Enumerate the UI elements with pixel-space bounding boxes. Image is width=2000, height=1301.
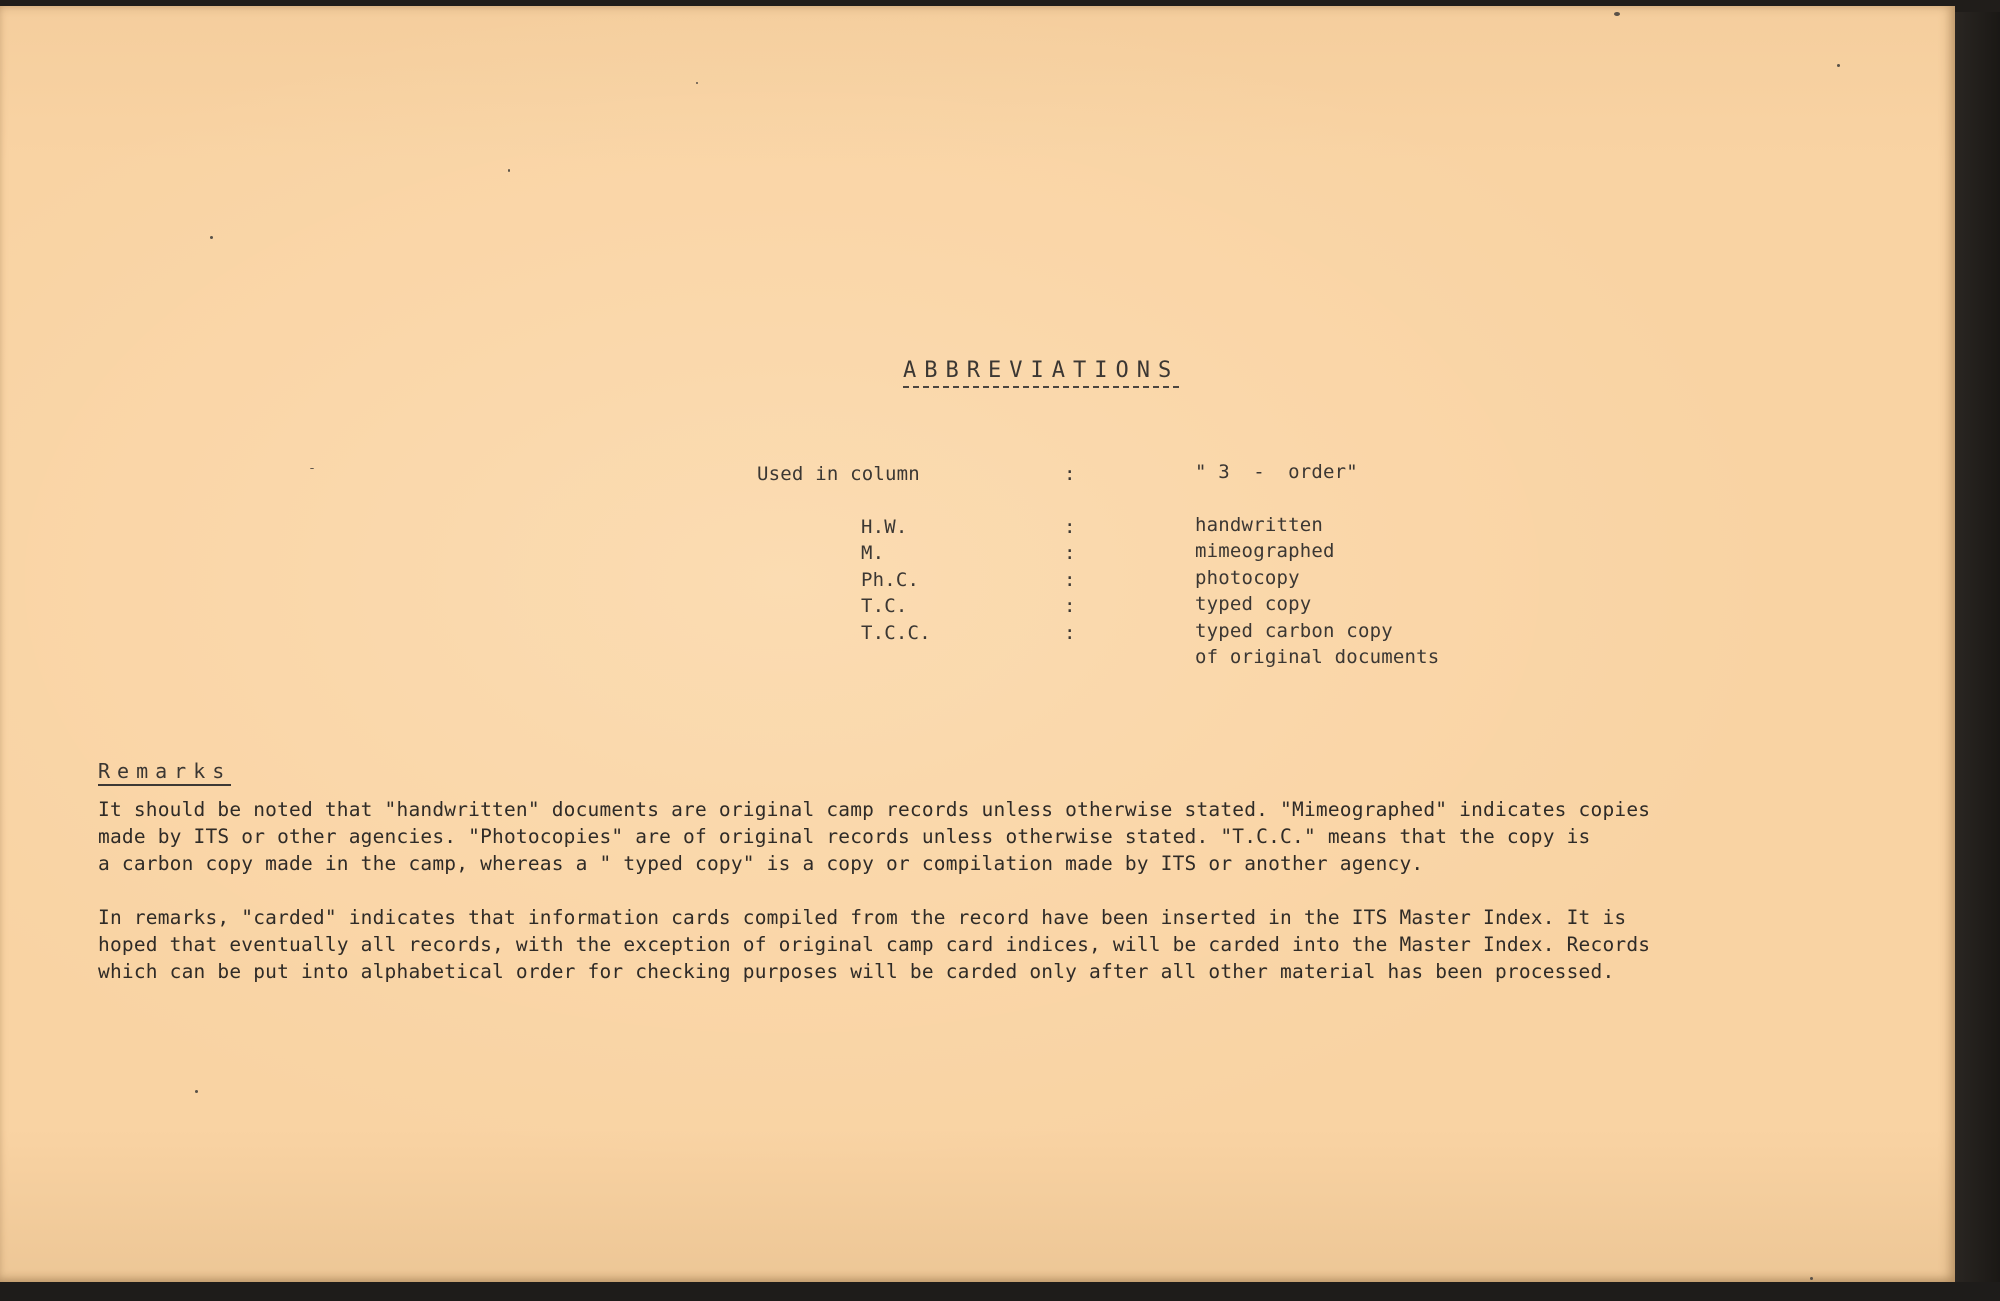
- scan-edge-bottom: [0, 1282, 2000, 1301]
- paper-speck: [1810, 1277, 1813, 1280]
- paragraph-line: hoped that eventually all records, with the exception of original camp card indices, will be carded into the Master Index. Records: [98, 933, 1651, 956]
- paper-speck: [508, 169, 510, 172]
- abbreviation-meaning-continuation: of original documents: [1195, 646, 1440, 668]
- abbreviation-colon: :: [1064, 542, 1076, 564]
- column-label: Used in column: [757, 463, 920, 485]
- paper-speck: [310, 468, 314, 469]
- abbreviation-meaning: photocopy: [1195, 567, 1300, 589]
- paper-speck: [1614, 12, 1620, 16]
- scan-edge-right: [1955, 12, 2000, 1301]
- paragraph-line: which can be put into alphabetical order for checking purposes will be carded only after all other material has been processed.: [98, 960, 1615, 983]
- abbreviation-meaning: typed copy: [1195, 593, 1312, 615]
- abbreviation-colon: :: [1064, 622, 1076, 644]
- abbreviation-code: Ph.C.: [861, 569, 920, 591]
- abbreviation-colon: :: [1064, 595, 1076, 617]
- abbreviation-code: H.W.: [861, 516, 908, 538]
- remarks-heading: Remarks: [98, 759, 231, 786]
- paper-speck: [696, 82, 698, 84]
- abbreviation-code: T.C.: [861, 595, 908, 617]
- abbreviation-meaning: typed carbon copy: [1195, 620, 1393, 642]
- paper-speck: [1837, 64, 1840, 67]
- abbreviation-meaning: handwritten: [1195, 514, 1324, 536]
- paragraph-line: made by ITS or other agencies. "Photocopies" are of original records unless otherwise stated. "T.C.C." means that the copy is: [98, 825, 1591, 848]
- abbreviation-meaning: mimeographed: [1195, 540, 1335, 562]
- paragraph-line: a carbon copy made in the camp, whereas a " typed copy" is a copy or compilation made by ITS or another agency.: [98, 852, 1424, 875]
- abbreviation-colon: :: [1064, 516, 1076, 538]
- abbreviation-code: M.: [861, 542, 885, 564]
- column-colon: :: [1064, 463, 1076, 485]
- paper-speck: [210, 236, 213, 239]
- page-title: ABBREVIATIONS: [903, 358, 1179, 388]
- paper-speck: [195, 1090, 198, 1093]
- paragraph-line: It should be noted that "handwritten" documents are original camp records unless otherwise stated. "Mimeographed" indicates copies: [98, 798, 1651, 821]
- column-value: " 3 - order": [1195, 461, 1358, 483]
- paper-sheet: [0, 6, 1955, 1282]
- abbreviation-colon: :: [1064, 569, 1076, 591]
- paragraph-line: In remarks, "carded" indicates that information cards compiled from the record have been inserted in the ITS Master Index. It is: [98, 906, 1627, 929]
- abbreviation-code: T.C.C.: [861, 622, 931, 644]
